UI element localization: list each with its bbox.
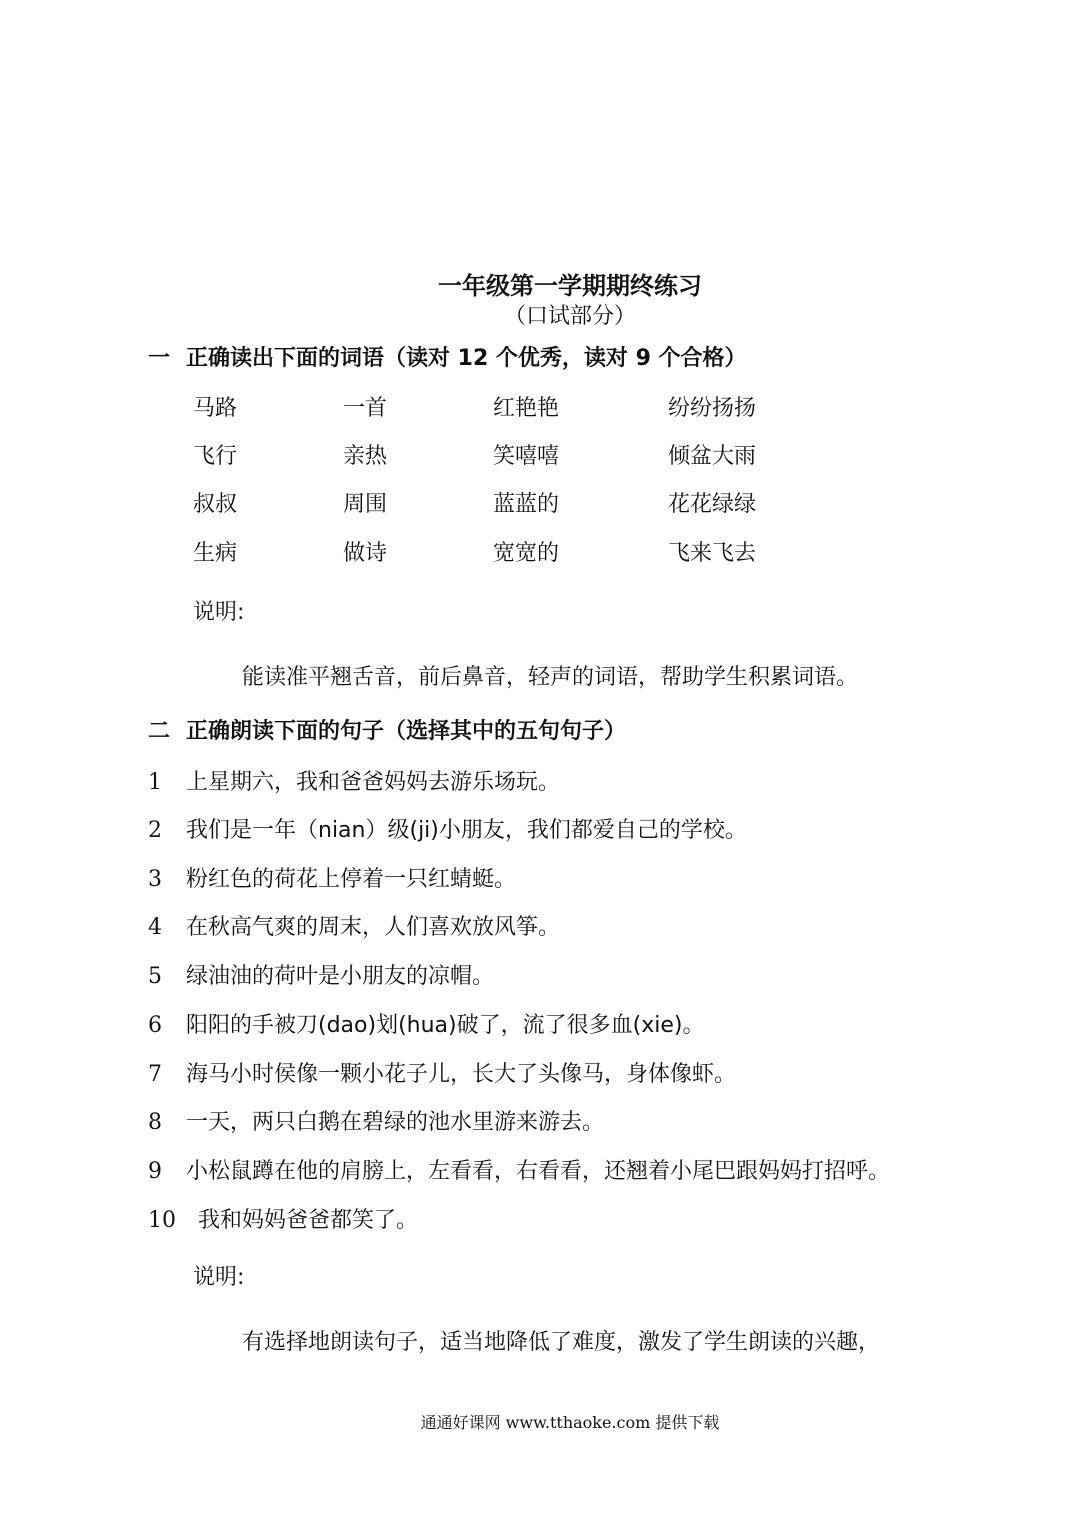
word-cell: 马路 <box>193 396 238 421</box>
section-1-number: 一 <box>148 346 171 371</box>
sentence-number: 7 <box>148 1062 162 1087</box>
sentence-number: 4 <box>148 915 162 940</box>
sentence-number: 1 <box>148 770 162 795</box>
sentence-text: 海马小时侯像一颗小花子儿，长大了头像马，身体像虾。 <box>186 1062 737 1087</box>
page-subtitle: （口试部分） <box>503 304 636 329</box>
section-2-heading-text: 正确朗读下面的句子（选择其中的五句句子） <box>186 719 627 744</box>
sentence-item <box>148 1154 890 1185</box>
sentence-text: 小松鼠蹲在他的肩膀上，左看看，右看看，还翘着小尾巴跟妈妈打招呼。 <box>186 1159 891 1184</box>
section-2-number: 二 <box>148 719 171 744</box>
sentence-number: 6 <box>148 1013 162 1038</box>
word-cell: 周围 <box>343 492 388 517</box>
sentence-text: 一天，两只白鹅在碧绿的池水里游来游去。 <box>186 1110 605 1135</box>
sentence-text: 我和妈妈爸爸都笑了。 <box>198 1208 419 1233</box>
sentence-number: 9 <box>148 1159 162 1184</box>
sentence-item <box>148 910 560 941</box>
sentence-item <box>148 765 560 796</box>
section-1-note-label: 说明: <box>193 600 245 625</box>
section-1-note: 能读准平翘舌音，前后鼻音，轻声的词语，帮助学生积累词语。 <box>242 665 859 690</box>
sentence-item <box>148 959 494 990</box>
sentence-text: 我们是一年（nian）级(ji)小朋友，我们都爱自己的学校。 <box>186 818 747 843</box>
section-1-heading-text: 正确读出下面的词语（读对 12 个优秀，读对 9 个合格） <box>186 346 747 371</box>
sentence-item <box>148 1105 604 1136</box>
sentence-number: 2 <box>148 818 162 843</box>
word-cell: 倾盆大雨 <box>668 444 757 469</box>
word-cell: 飞来飞去 <box>668 541 757 566</box>
word-cell: 亲热 <box>343 444 388 469</box>
word-cell: 叔叔 <box>193 492 238 517</box>
word-cell: 笑嘻嘻 <box>493 444 560 469</box>
sentence-text: 上星期六，我和爸爸妈妈去游乐场玩。 <box>186 770 561 795</box>
section-1-heading <box>148 341 747 372</box>
word-cell: 宽宽的 <box>493 541 560 566</box>
sentence-item <box>148 1008 704 1039</box>
sentence-text: 在秋高气爽的周末，人们喜欢放风筝。 <box>186 915 561 940</box>
section-2-note: 有选择地朗读句子，适当地降低了难度，激发了学生朗读的兴趣， <box>242 1330 881 1355</box>
sentence-item <box>148 862 516 893</box>
sentence-number: 5 <box>148 964 162 989</box>
word-cell: 生病 <box>193 541 238 566</box>
word-cell: 做诗 <box>343 541 388 566</box>
word-cell: 飞行 <box>193 444 238 469</box>
word-cell: 红艳艳 <box>493 396 560 421</box>
sentence-item <box>148 813 747 844</box>
word-cell: 纷纷扬扬 <box>668 396 757 421</box>
word-cell: 蓝蓝的 <box>493 492 560 517</box>
sentence-number: 8 <box>148 1110 162 1135</box>
word-cell: 花花绿绿 <box>668 492 757 517</box>
sentence-number: 3 <box>148 867 162 892</box>
sentence-text: 绿油油的荷叶是小朋友的凉帽。 <box>186 964 495 989</box>
section-2-heading <box>148 714 626 745</box>
sentence-number: 10 <box>148 1208 176 1233</box>
word-cell: 一首 <box>343 396 388 421</box>
section-2-note-label: 说明: <box>193 1265 245 1290</box>
sentence-text: 阳阳的手被刀(dao)划(hua)破了，流了很多血(xie)。 <box>186 1013 705 1038</box>
sentence-text: 粉红色的荷花上停着一只红蜻蜓。 <box>186 867 517 892</box>
footer-credit: 通通好课网 www.tthaoke.com 提供下载 <box>420 1413 720 1432</box>
sentence-item <box>148 1057 736 1088</box>
page-title: 一年级第一学期期终练习 <box>438 272 702 300</box>
sentence-item <box>148 1203 418 1234</box>
